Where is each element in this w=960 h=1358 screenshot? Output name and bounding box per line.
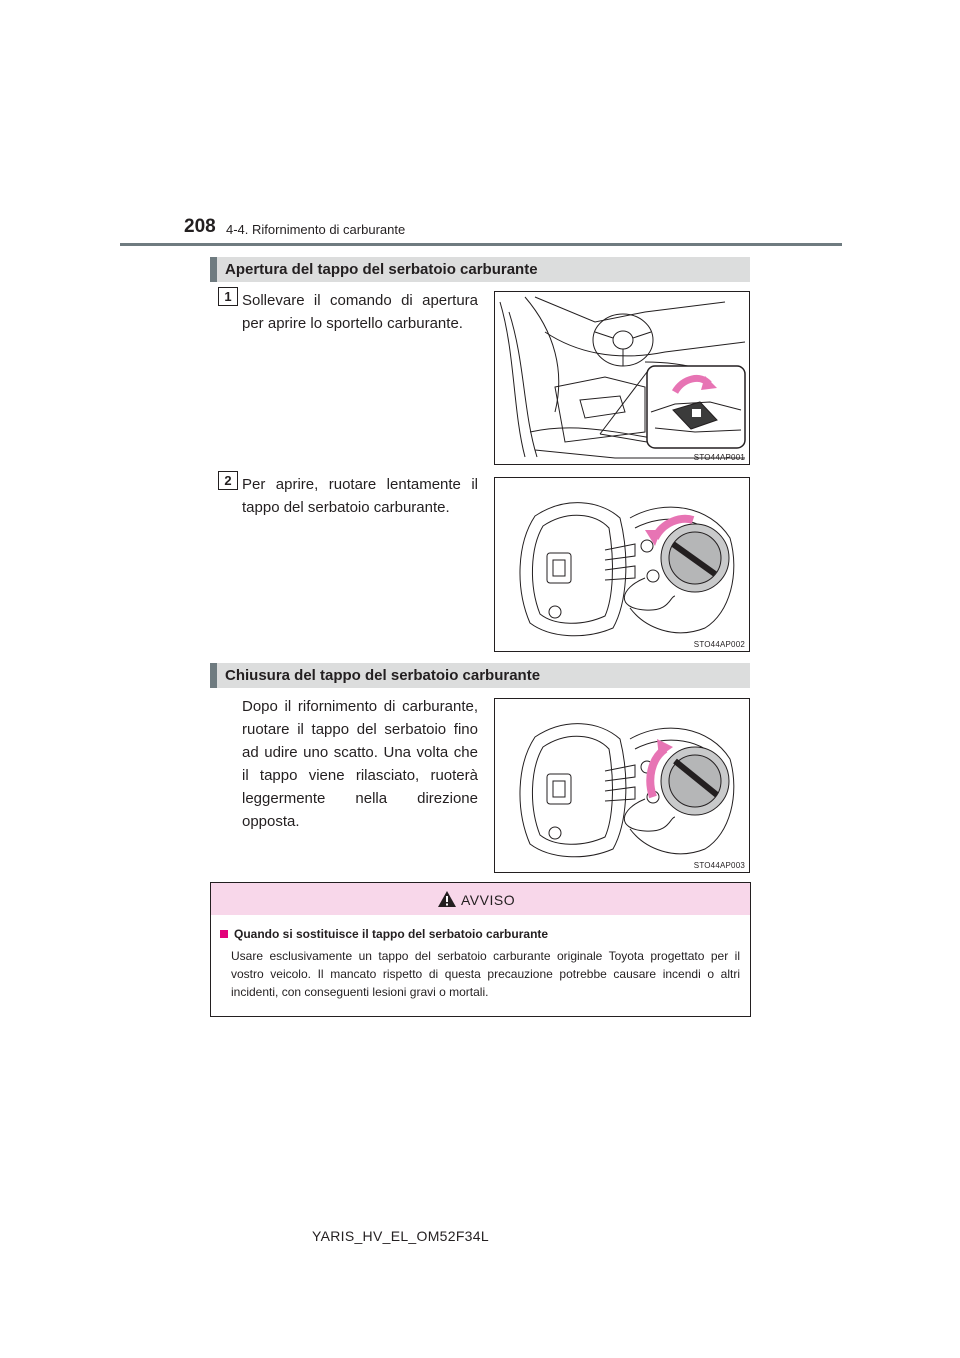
chapter-title: 4-4. Rifornimento di carburante xyxy=(226,222,406,237)
figure-code-1: STO44AP001 xyxy=(693,453,745,462)
fuel-cap-close-illustration xyxy=(495,699,749,872)
section-heading-close xyxy=(210,663,750,688)
warning-body: Usare esclusivamente un tappo del serbatoio carburante originale Toyota progettato per il vostro veicolo. Il mancato rispetto di questa precauzione potrebbe causare incendi o altri incidenti, con conseguenti lesioni gravi o mortali. xyxy=(231,949,740,999)
section-heading-bar xyxy=(210,663,217,688)
section-heading-bar xyxy=(210,257,217,282)
bullet-square-icon xyxy=(220,930,228,938)
warning-triangle-icon xyxy=(437,890,457,908)
interior-lever-illustration xyxy=(495,292,749,464)
section-heading-open-text: Apertura del tappo del serbatoio carburante xyxy=(225,261,538,278)
header-divider xyxy=(120,243,842,246)
close-instruction-text: Dopo il rifornimento di carburante, ruotare il tappo del serbatoio fino ad udire uno scatto. Una volta che il tappo viene rilasciato, ruoterà leggermente nella direzione opposta. xyxy=(242,698,478,830)
section-heading-open xyxy=(210,257,750,282)
figure-code-2: STO44AP002 xyxy=(693,640,745,649)
warning-title: AVVISO xyxy=(461,892,516,908)
warning-subtitle xyxy=(220,927,548,941)
figure-fuel-cap-open xyxy=(494,477,750,652)
step-number-2: 2 xyxy=(218,471,238,490)
step-number-1: 1 xyxy=(218,287,238,306)
section-heading-close-text: Chiusura del tappo del serbatoio carburante xyxy=(225,667,541,684)
fuel-cap-open-illustration xyxy=(495,478,749,651)
figure-interior-lever xyxy=(494,291,750,465)
page-number: 208 xyxy=(184,216,216,237)
step-2-text: Per aprire, ruotare lentamente il tappo del serbatoio carburante. xyxy=(242,476,478,516)
step-1-text: Sollevare il comando di apertura per aprire lo sportello carburante. xyxy=(242,292,478,332)
warning-box xyxy=(210,882,751,1017)
figure-fuel-cap-close xyxy=(494,698,750,873)
figure-code-3: STO44AP003 xyxy=(693,861,745,870)
warning-subtitle-text: Quando si sostituisce il tappo del serbatoio carburante xyxy=(234,927,549,941)
document-code: YARIS_HV_EL_OM52F34L xyxy=(312,1228,489,1244)
